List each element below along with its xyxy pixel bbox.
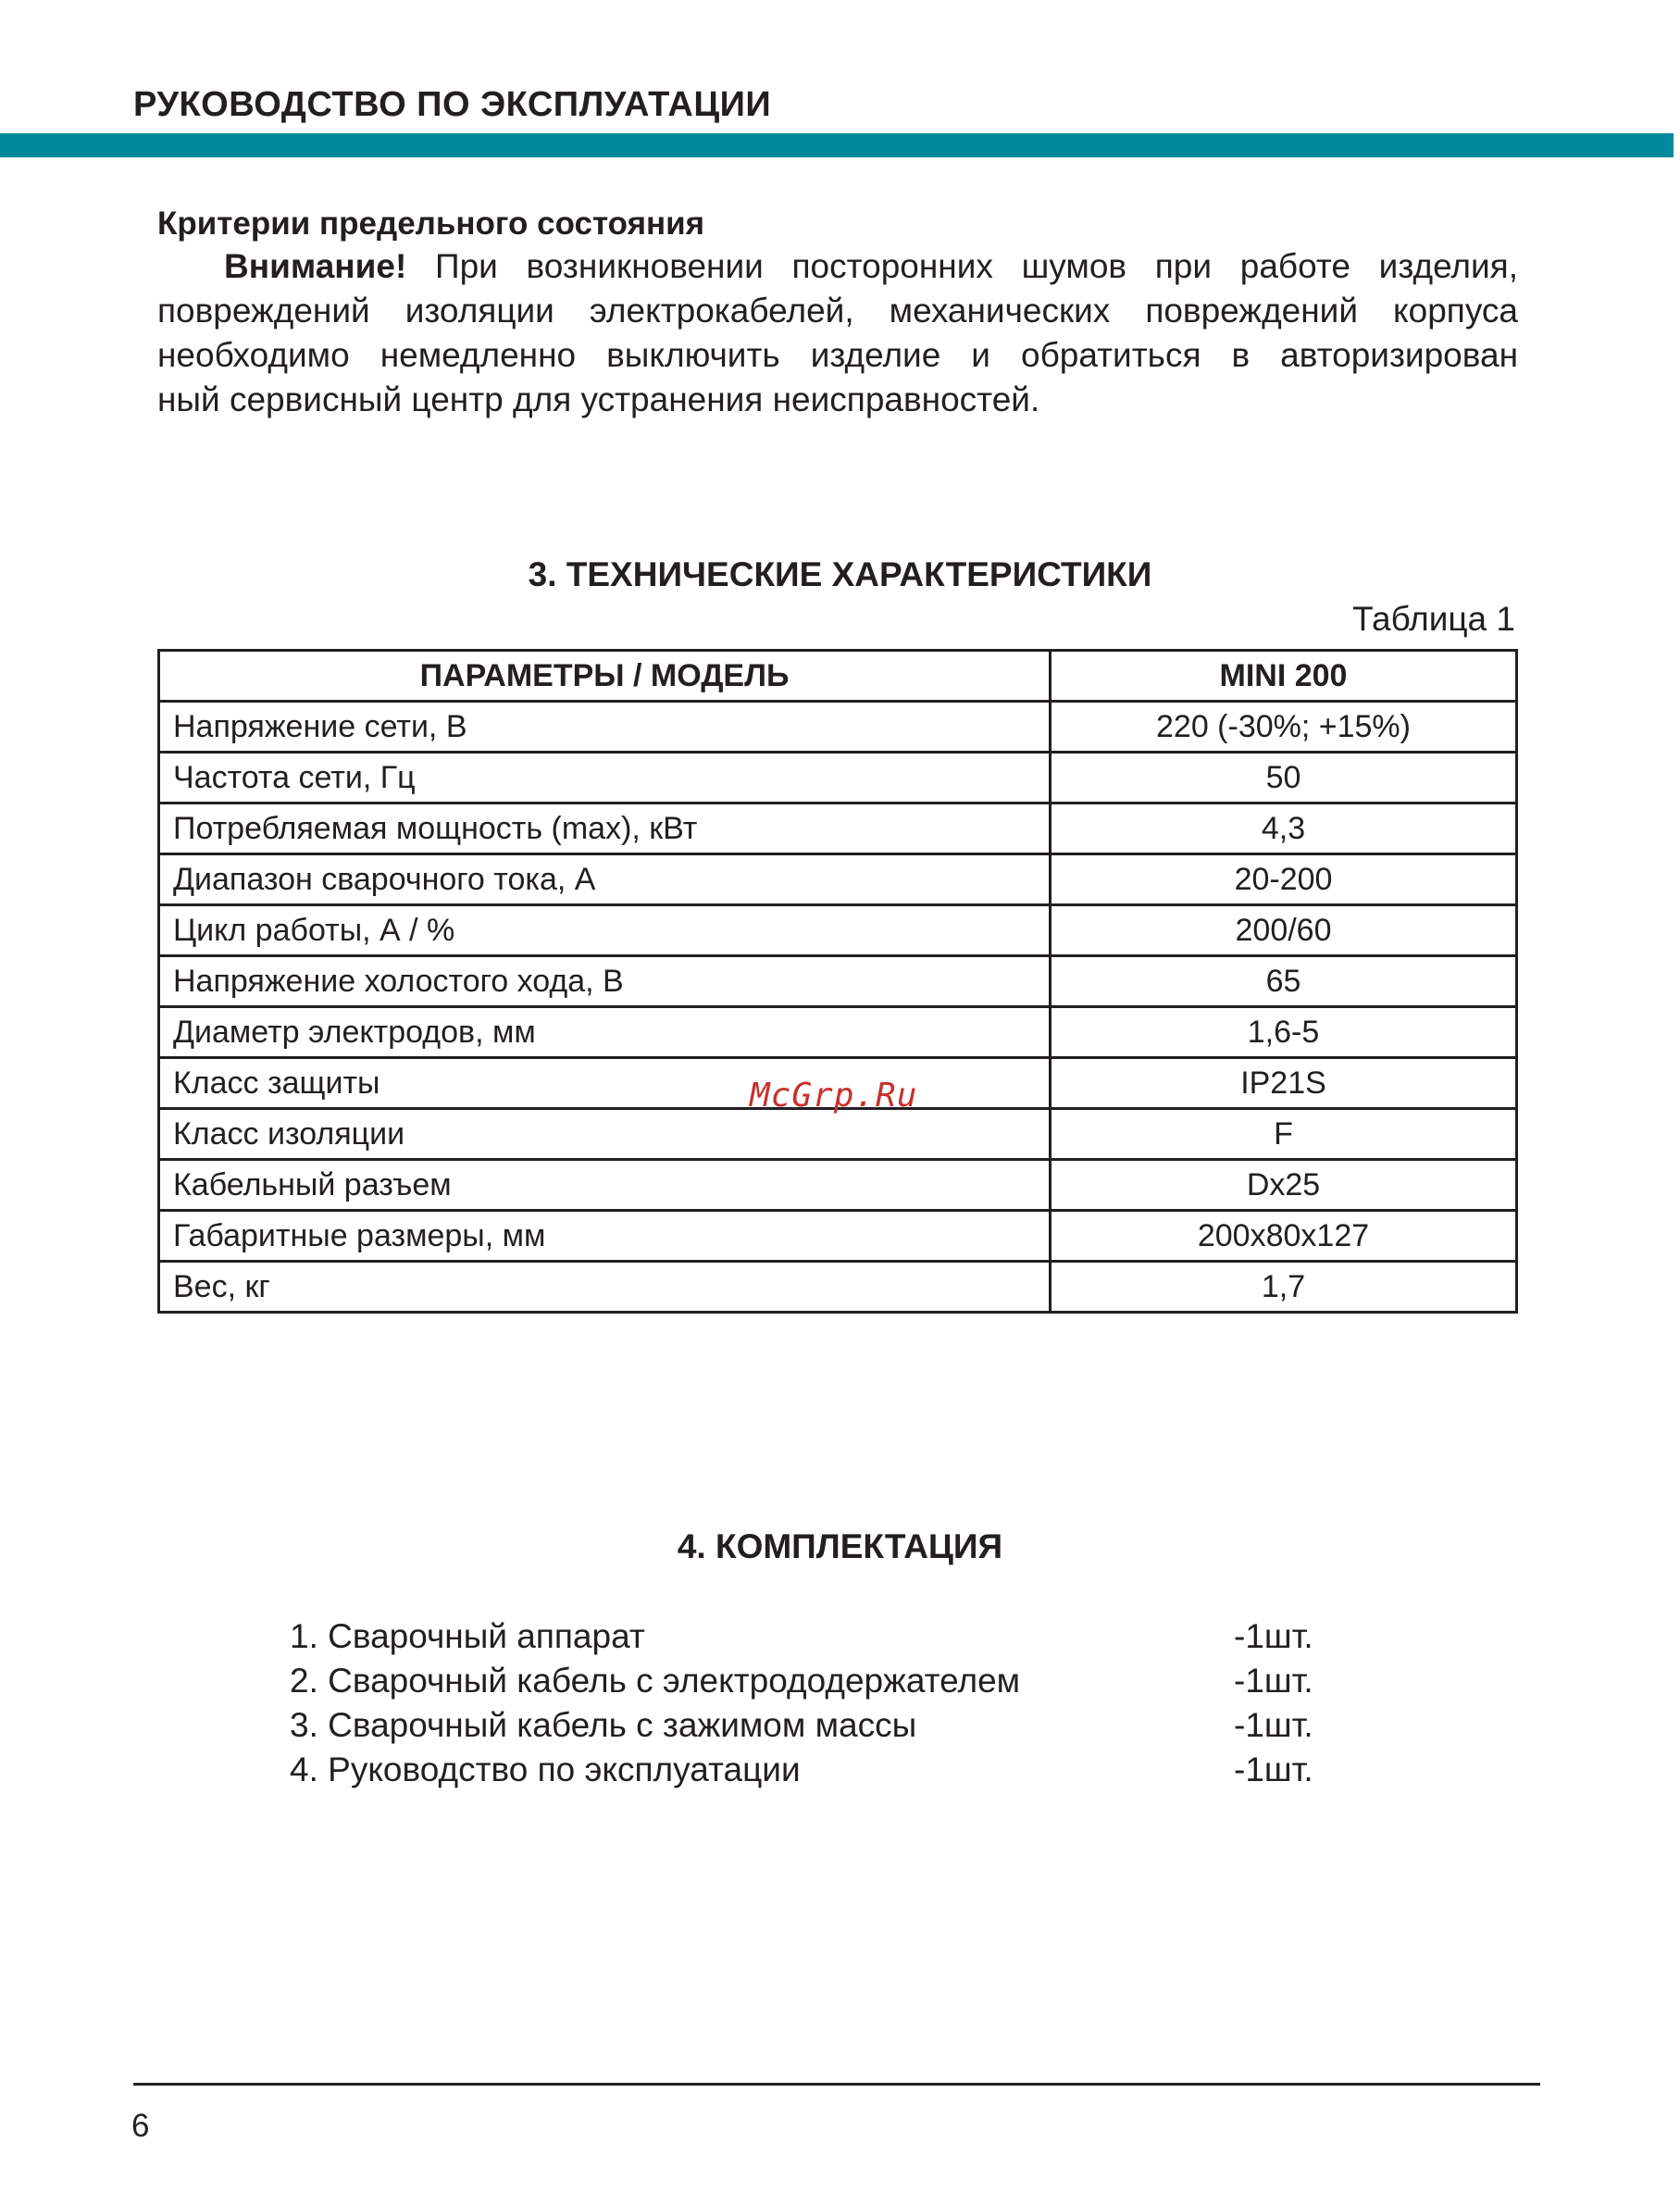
warning-line-2: повреждений изоляции электрокабелей, механических повреждений корпуса xyxy=(157,292,1518,330)
table-row xyxy=(159,1211,1517,1262)
param-cell: Вес, кг xyxy=(159,1262,1051,1313)
param-cell: Напряжение сети, В xyxy=(159,702,1051,753)
param-cell: Кабельный разъем xyxy=(159,1160,1051,1211)
criteria-heading: Критерии предельного состояния xyxy=(157,206,705,242)
value-cell: 50 xyxy=(1051,753,1517,804)
kit-item-label: 3. Сварочный кабель с зажимом массы xyxy=(290,1706,917,1744)
value-cell: 1,6-5 xyxy=(1051,1007,1517,1058)
warning-line-4: ный сервисный центр для устранения неисправностей. xyxy=(157,380,1040,418)
param-cell: Частота сети, Гц xyxy=(159,753,1051,804)
table-row xyxy=(159,804,1517,854)
value-cell: 200/60 xyxy=(1051,905,1517,956)
param-cell: Класс защиты xyxy=(159,1058,1051,1109)
specs-section-title: 3. ТЕХНИЧЕСКИЕ ХАРАКТЕРИСТИКИ xyxy=(528,555,1152,593)
model-column-header: MINI 200 xyxy=(1051,651,1517,702)
value-cell: F xyxy=(1051,1109,1517,1160)
table-row xyxy=(159,956,1517,1007)
header-accent-bar xyxy=(0,133,1674,157)
param-cell: Класс изоляции xyxy=(159,1109,1051,1160)
table-row xyxy=(159,1109,1517,1160)
kit-item-label: 1. Сварочный аппарат xyxy=(290,1617,645,1655)
watermark: McGrp.Ru xyxy=(750,1077,918,1115)
table-row xyxy=(159,854,1517,905)
param-cell: Потребляемая мощность (max), кВт xyxy=(159,804,1051,854)
param-cell: Диаметр электродов, мм xyxy=(159,1007,1051,1058)
value-cell: Dx25 xyxy=(1051,1160,1517,1211)
value-cell: 20-200 xyxy=(1051,854,1517,905)
kit-item-qty: -1шт. xyxy=(1234,1750,1313,1788)
kit-item-qty: -1шт. xyxy=(1234,1662,1313,1700)
list-item xyxy=(290,1614,1336,1659)
table-caption: Таблица 1 xyxy=(1352,600,1515,638)
warning-line-1: Внимание! При возникновении посторонних шумов при работе изделия, xyxy=(224,247,1518,285)
kit-item-qty: -1шт. xyxy=(1234,1706,1313,1744)
kit-section-title: 4. КОМПЛЕКТАЦИЯ xyxy=(677,1527,1003,1565)
page-number: 6 xyxy=(131,2108,150,2144)
kit-item-label: 2. Сварочный кабель с электрододержателем xyxy=(290,1662,1021,1700)
footer-divider xyxy=(133,2083,1540,2086)
value-cell: IP21S xyxy=(1051,1058,1517,1109)
table-row xyxy=(159,1160,1517,1211)
kit-item-qty: -1шт. xyxy=(1234,1617,1313,1655)
warning-label: Внимание! xyxy=(224,247,407,285)
warning-line-3: необходимо немедленно выключить изделие и обратиться в авторизирован xyxy=(157,336,1518,374)
list-item xyxy=(290,1748,1336,1792)
header-title: РУКОВОДСТВО ПО ЭКСПЛУАТАЦИИ xyxy=(133,85,772,124)
param-cell: Габаритные размеры, мм xyxy=(159,1211,1051,1262)
value-cell: 220 (-30%; +15%) xyxy=(1051,702,1517,753)
kit-item-label: 4. Руководство по эксплуатации xyxy=(290,1750,801,1788)
specs-table-header xyxy=(159,651,1517,702)
param-cell: Напряжение холостого хода, В xyxy=(159,956,1051,1007)
table-row xyxy=(159,1262,1517,1313)
table-row xyxy=(159,1007,1517,1058)
table-row xyxy=(159,905,1517,956)
table-row xyxy=(159,702,1517,753)
value-cell: 1,7 xyxy=(1051,1262,1517,1313)
param-column-header: ПАРАМЕТРЫ / МОДЕЛЬ xyxy=(159,651,1051,702)
warning-paragraph xyxy=(157,244,1518,422)
table-row xyxy=(159,753,1517,804)
kit-list xyxy=(290,1614,1336,1792)
value-cell: 65 xyxy=(1051,956,1517,1007)
param-cell: Цикл работы, А / % xyxy=(159,905,1051,956)
value-cell: 200x80x127 xyxy=(1051,1211,1517,1262)
list-item xyxy=(290,1659,1336,1703)
value-cell: 4,3 xyxy=(1051,804,1517,854)
param-cell: Диапазон сварочного тока, А xyxy=(159,854,1051,905)
list-item xyxy=(290,1703,1336,1748)
specs-table xyxy=(157,649,1518,1314)
